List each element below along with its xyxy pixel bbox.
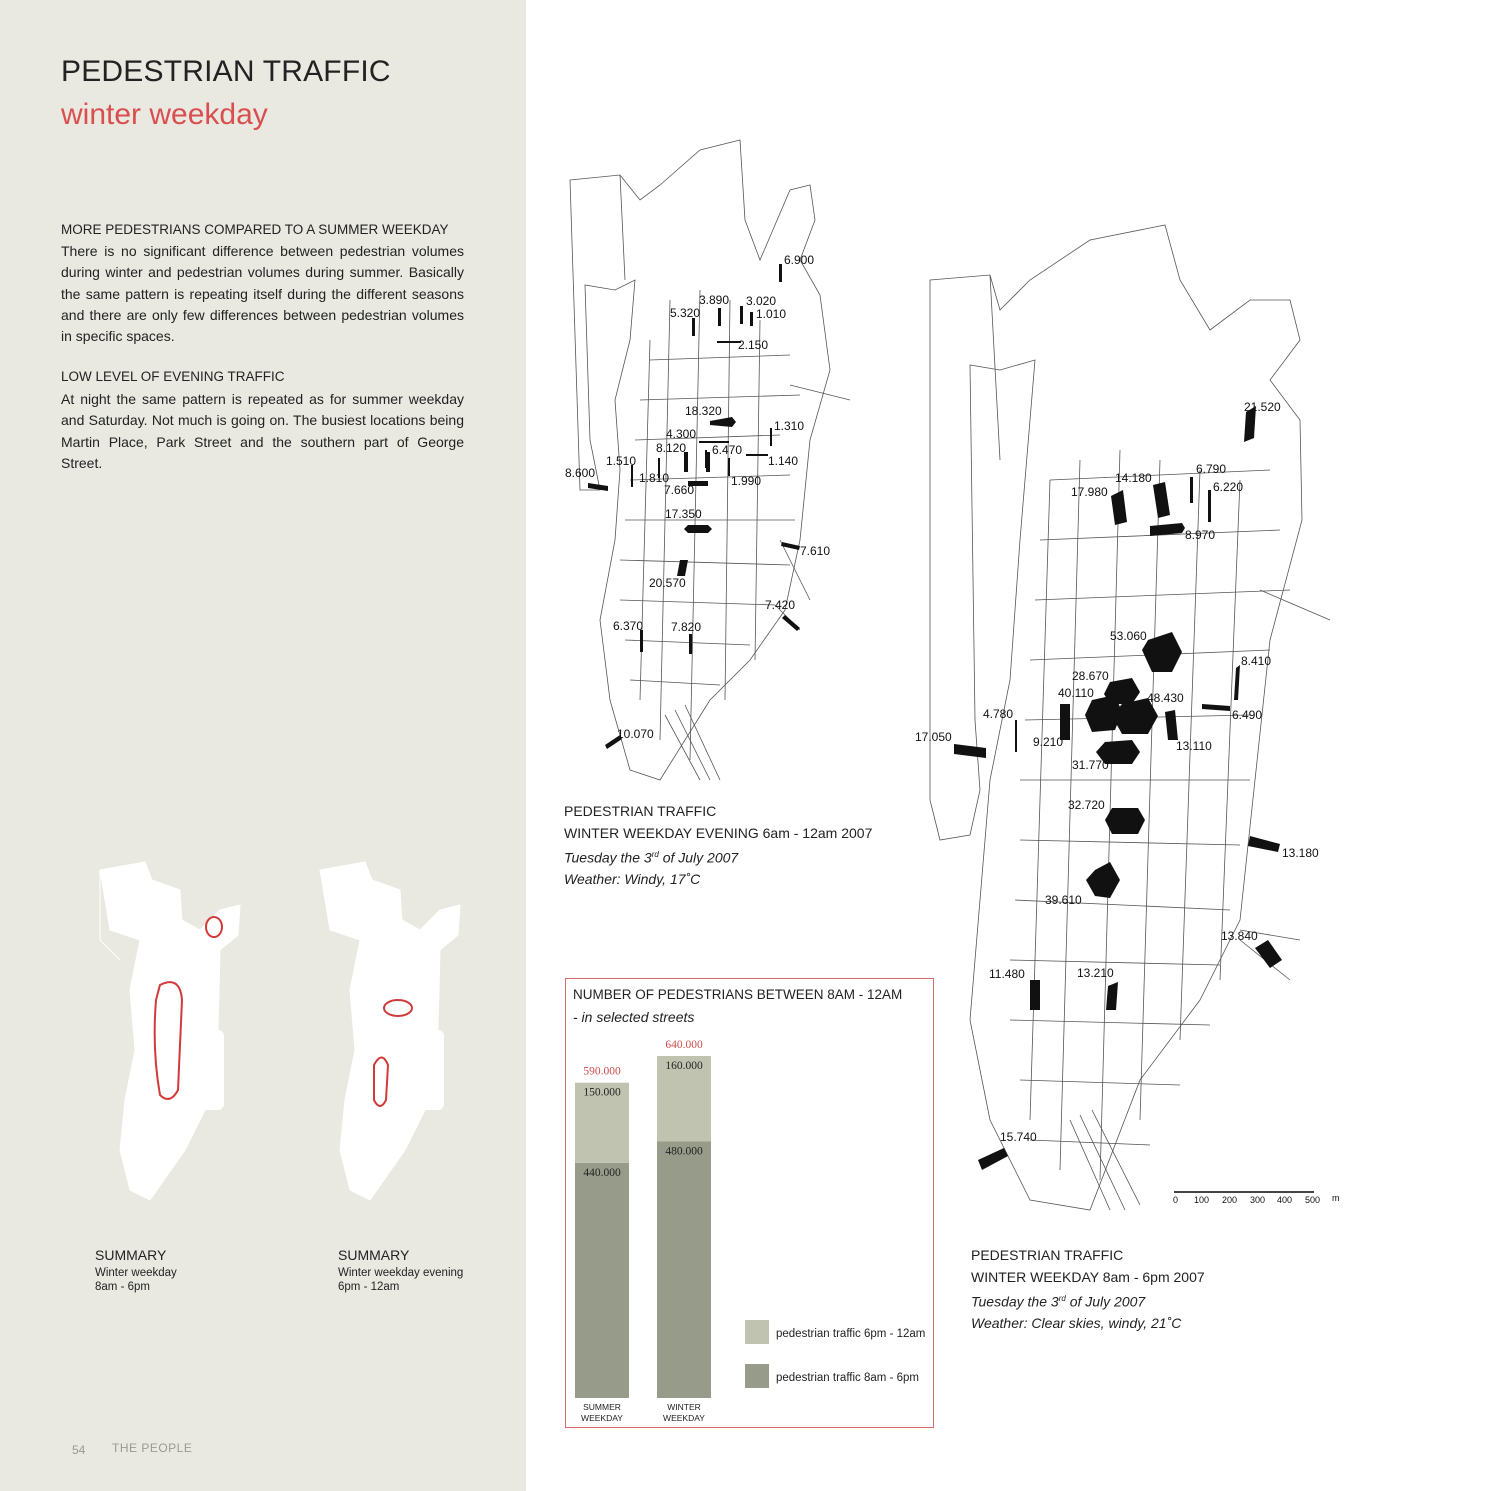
section2-body: At night the same pattern is repeated as for summer weekday and Saturday. Not much is going on. The busiest locations being Martin Place, Park Street and the southern part of George Street. <box>61 391 464 471</box>
day-caption-subtitle: WINTER WEEKDAY 8am - 6pm 2007 <box>971 1268 1205 1285</box>
evening-count: 2.150 <box>738 338 769 352</box>
day-map-caption <box>971 1245 1205 1335</box>
day-count: 28.670 <box>1072 669 1109 683</box>
day-count: 13.110 <box>1176 739 1212 753</box>
day-traffic-map <box>910 220 1350 1215</box>
page-subtitle: winter weekday <box>61 98 268 131</box>
day-count: 6.790 <box>1196 462 1227 476</box>
evening-count: 8.600 <box>565 466 596 480</box>
legend-swatch <box>745 1320 769 1344</box>
legend-label: pedestrian traffic 6pm - 12am <box>776 1328 926 1340</box>
chart-title: NUMBER OF PEDESTRIANS BETWEEN 8AM - 12AM <box>573 987 903 1002</box>
footer-section: THE PEOPLE <box>112 1441 193 1455</box>
svg-text:0: 0 <box>1173 1195 1179 1205</box>
day-count: 8.970 <box>1185 528 1216 542</box>
bar-segment <box>657 1142 711 1399</box>
bar-value-label: 160.000 <box>665 1060 703 1072</box>
evening-count: 1.310 <box>774 419 805 433</box>
bar-total-label: 640.000 <box>665 1039 703 1051</box>
section1-body: There is no significant difference between pedestrian volumes during winter and pedestrian volumes during summer. Basically the same pattern is repeating itself during the different seasons and there are only few differences between pedestrian volumes in specific spaces. <box>61 243 464 345</box>
evening-count: 4.300 <box>666 427 697 441</box>
section1-heading: MORE PEDESTRIANS COMPARED TO A SUMMER WEEKDAY <box>61 222 449 237</box>
summary-line1-weekday: Winter weekday <box>95 1267 177 1279</box>
bar-total-label: 590.000 <box>583 1065 621 1078</box>
day-count: 4.780 <box>983 707 1014 721</box>
day-count: 39.610 <box>1045 893 1082 907</box>
summary-line2-evening: 6pm - 12am <box>338 1281 400 1293</box>
evening-count: 7.660 <box>664 483 695 497</box>
section2-heading: LOW LEVEL OF EVENING TRAFFIC <box>61 369 285 384</box>
bar-value-label: 150.000 <box>583 1086 621 1099</box>
day-count: 53.060 <box>1110 629 1147 643</box>
evening-count: 7.610 <box>800 544 831 558</box>
evening-count: 1.140 <box>768 454 799 468</box>
category-label: WINTER <box>667 1402 701 1412</box>
evening-caption-weather: Weather: Windy, 17˚C <box>564 871 701 888</box>
day-count: 13.210 <box>1077 966 1114 980</box>
day-caption-date: Tuesday the 3rd of July 2007 <box>971 1293 1146 1310</box>
evening-count: 6.470 <box>712 443 743 457</box>
summary-map-weekday <box>90 850 270 1210</box>
evening-count: 1.510 <box>606 454 637 468</box>
svg-text:400: 400 <box>1277 1195 1293 1205</box>
day-count: 13.840 <box>1221 929 1258 943</box>
day-count: 40.110 <box>1058 686 1094 700</box>
evening-caption-title: PEDESTRIAN TRAFFIC <box>564 803 717 819</box>
category-label: WEEKDAY <box>581 1413 623 1423</box>
svg-text:100: 100 <box>1194 1195 1210 1205</box>
svg-text:m: m <box>1332 1193 1340 1203</box>
page-title: PEDESTRIAN TRAFFIC <box>61 55 391 88</box>
category-label: WEEKDAY <box>663 1413 705 1423</box>
chart-subtitle: - in selected streets <box>573 1009 695 1025</box>
evening-count: 20.570 <box>649 576 686 590</box>
day-count: 21.520 <box>1244 400 1281 414</box>
day-count: 13.180 <box>1282 846 1319 860</box>
category-label: SUMMER <box>583 1402 621 1412</box>
legend-swatch <box>745 1364 769 1388</box>
bar-segment <box>575 1163 629 1398</box>
day-caption-weather: Weather: Clear skies, windy, 21˚C <box>971 1315 1182 1332</box>
day-count: 48.430 <box>1147 691 1184 705</box>
summary-map-evening <box>310 850 490 1210</box>
day-count: 9.210 <box>1033 735 1064 749</box>
bar-value-label: 440.000 <box>583 1166 621 1179</box>
day-caption-title: PEDESTRIAN TRAFFIC <box>971 1247 1124 1263</box>
evening-count: 1.990 <box>731 474 762 488</box>
evening-count: 6.370 <box>613 619 644 633</box>
day-count: 17.050 <box>915 730 952 744</box>
page-number: 54 <box>72 1443 86 1457</box>
evening-count: 8.120 <box>656 441 687 455</box>
evening-count: 10.070 <box>617 727 654 741</box>
summary-line1-evening: Winter weekday evening <box>338 1267 464 1279</box>
evening-count: 1.010 <box>756 307 787 321</box>
evening-count: 5.320 <box>670 306 701 320</box>
svg-text:300: 300 <box>1250 1195 1266 1205</box>
day-count: 6.220 <box>1213 480 1244 494</box>
day-count: 32.720 <box>1068 798 1105 812</box>
evening-map-caption <box>564 801 872 891</box>
day-count: 14.180 <box>1115 471 1152 485</box>
evening-count: 6.900 <box>784 253 815 267</box>
day-count: 8.410 <box>1241 654 1272 668</box>
evening-count: 7.820 <box>671 620 702 634</box>
day-count: 6.490 <box>1232 708 1263 722</box>
day-count: 11.480 <box>989 967 1025 981</box>
svg-text:200: 200 <box>1222 1195 1238 1205</box>
pedestrian-chart-box <box>565 978 934 1428</box>
scale-bar <box>1173 1191 1340 1205</box>
evening-caption-date: Tuesday the 3rd of July 2007 <box>564 849 739 866</box>
stacked-bar-chart <box>566 979 933 1427</box>
summary-title-weekday: SUMMARY <box>95 1247 167 1263</box>
evening-count: 3.890 <box>699 293 730 307</box>
evening-traffic-map <box>560 140 870 785</box>
evening-count: 18.320 <box>685 404 722 418</box>
day-count: 17.980 <box>1071 485 1108 499</box>
svg-text:500: 500 <box>1305 1195 1321 1205</box>
evening-count: 7.420 <box>765 598 796 612</box>
day-count: 15.740 <box>1000 1130 1037 1144</box>
evening-caption-subtitle: WINTER WEEKDAY EVENING 6am - 12am 2007 <box>564 824 873 841</box>
legend-label: pedestrian traffic 8am - 6pm <box>776 1372 919 1384</box>
summary-line2-weekday: 8am - 6pm <box>95 1281 150 1293</box>
evening-count: 1.810 <box>639 471 670 485</box>
day-count: 31.770 <box>1072 758 1109 772</box>
evening-count: 17.350 <box>665 507 702 521</box>
summary-title-evening: SUMMARY <box>338 1247 410 1263</box>
evening-count: 3.020 <box>746 294 777 308</box>
bar-value-label: 480.000 <box>665 1145 703 1158</box>
